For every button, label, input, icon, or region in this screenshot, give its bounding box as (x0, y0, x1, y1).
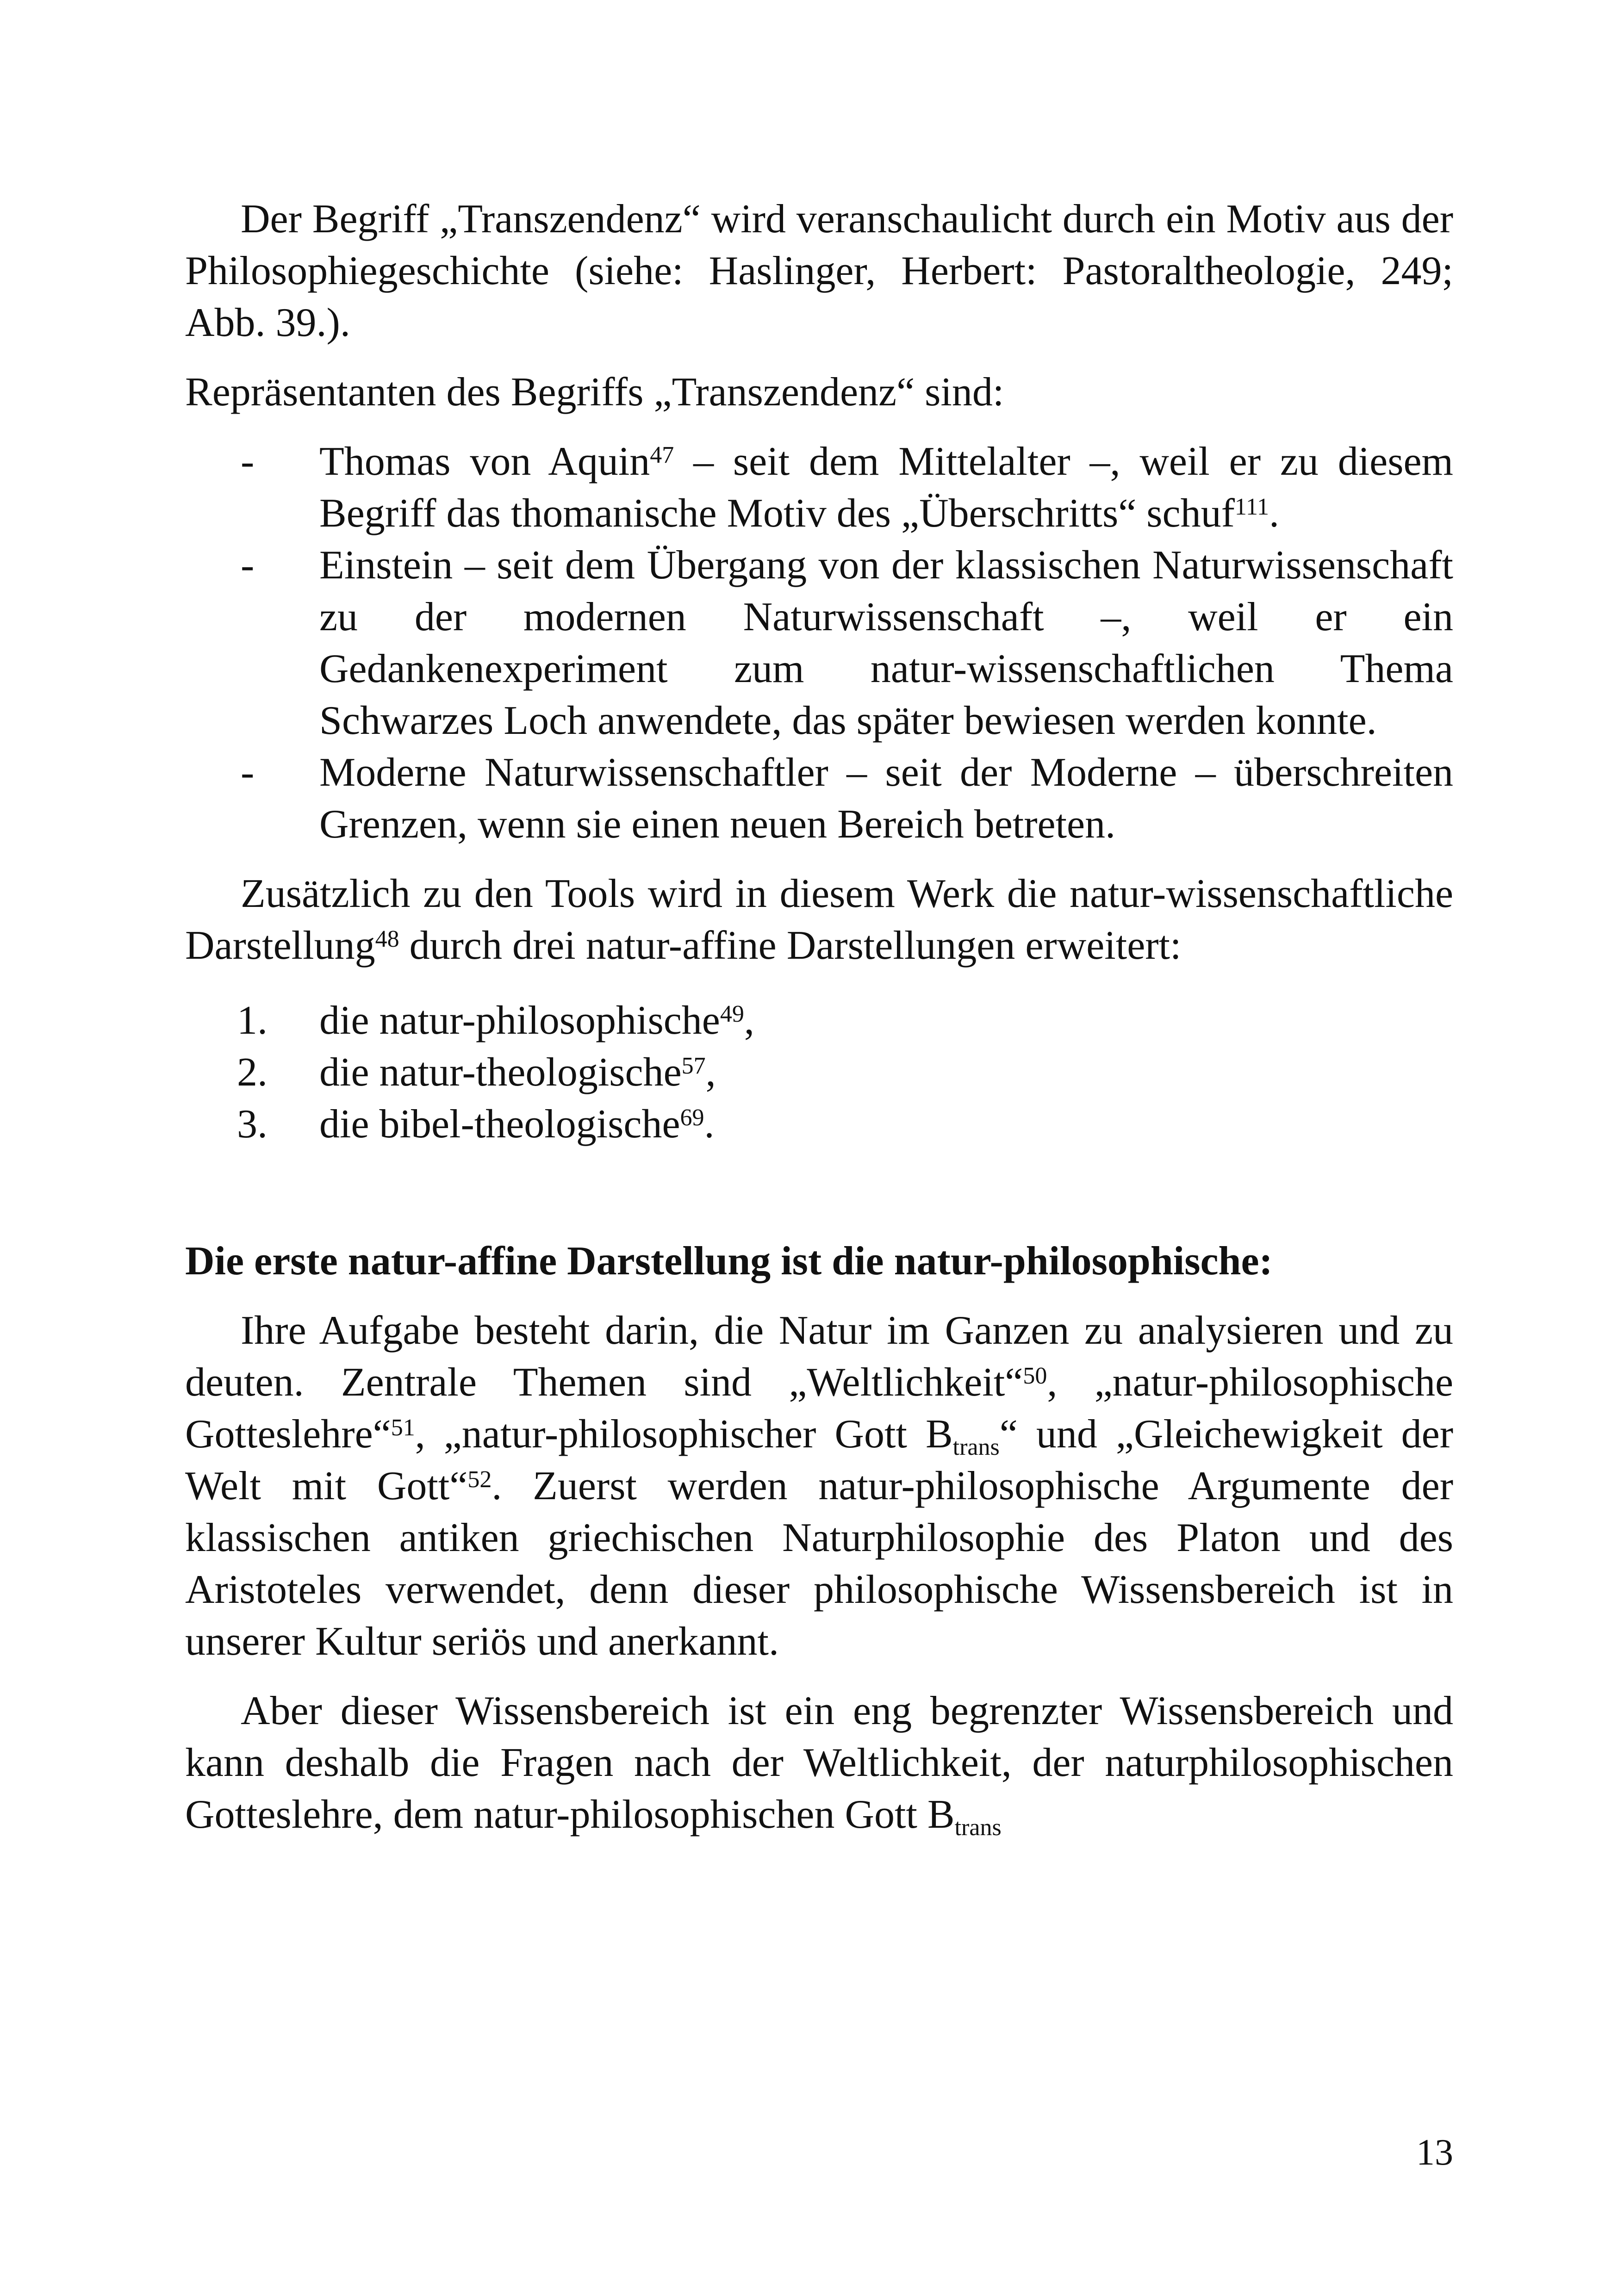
footnote-ref: 57 (681, 1053, 706, 1079)
section-paragraph: Aber dieser Wissensbereich ist ein eng begrenzter Wissensbereich und kann deshalb die Fragen nach der Weltlichkeit, der naturphilosophischen Gotteslehre, dem natur-philosophischen Gott $B_{trans}$ (185, 1688, 1453, 1841)
footnote-ref: 111 (1234, 494, 1270, 520)
section-paragraph: Ihre Aufgabe besteht darin, die Natur im Ganzen zu analysieren und zu deuten. Zentrale Themen sind „Weltlichkeit“$^{50}$, „natur-philosophische Gotteslehre“$^{51}$, „natur-philosophischer Gott $B_{trans}“$ und „Gleichewigkeit der Welt mit Gott“$^{52}$. Zuerst werden natur-philosophische Argumente der klassischen antiken griechischen Naturphilosophie des Platon und des Aristoteles verwendet, denn dieser philosophische Wissensbereich ist in unserer Kultur seriös und anerkannt. (185, 1308, 1454, 1664)
list-item: 3. die bibel-theologische$^{69}$. (185, 1098, 1453, 1150)
list-item: 2. die natur-theologische$^{57}$, (185, 1047, 1453, 1098)
list-marker: - (241, 750, 255, 795)
footnote-ref: 49 (720, 1001, 744, 1027)
footnote-ref: 47 (650, 442, 674, 468)
representatives-intro: Repräsentanten des Begriffs „Transzendenz“ sind: (185, 370, 1004, 415)
list-number: 1. (237, 998, 268, 1043)
subscript: trans (952, 1434, 1000, 1460)
footnote-ref: 69 (680, 1105, 704, 1131)
footnote-ref: 48 (375, 926, 399, 952)
section-heading: Die erste natur-affine Darstellung ist die natur-philosophische: (185, 1239, 1273, 1284)
footnote-ref: 51 (391, 1415, 415, 1441)
intro-paragraph: Der Begriff „Transzendenz“ wird veranschaulicht durch ein Motiv aus der Philosophiegeschichte (siehe: Haslinger, Herbert: Pastoraltheologie, 249; Abb. 39.). (185, 197, 1453, 345)
representatives-list (185, 436, 1453, 850)
list-marker: - (241, 543, 255, 588)
list-number: 2. (237, 1050, 268, 1095)
list-marker: - (241, 439, 255, 484)
list-item: - Moderne Naturwissenschaftler – seit der Moderne – überschreiten Grenzen, wenn sie einen neuen Bereich betreten. (185, 747, 1453, 850)
list-number: 3. (237, 1102, 268, 1147)
footnote-ref: 52 (467, 1466, 492, 1493)
numbered-list (185, 995, 1453, 1150)
page-number: 13 (1416, 2132, 1453, 2173)
list-item: - Thomas von Aquin$^{47}$ – seit dem Mittelalter –, weil er zu diesem Begriff das thomanische Motiv des „Überschritts“ schuf$^{111}$. (185, 436, 1453, 540)
extension-paragraph: Zusätzlich zu den Tools wird in diesem Werk die natur-wissenschaftliche Darstellung$^{48}$ durch drei natur-affine Darstellungen erweitert: (185, 871, 1453, 968)
list-item: 1. die natur-philosophische$^{49}$, (185, 995, 1453, 1047)
footnote-ref: 50 (1023, 1363, 1047, 1389)
list-item: - Einstein – seit dem Übergang von der klassischen Naturwissenschaft zu der modernen Naturwissenschaft –, weil er ein Gedankenexperiment zum natur-wissenschaftlichen Thema Schwarzes Loch anwendete, das später bewiesen werden konnte. (185, 540, 1453, 747)
subscript: trans (954, 1814, 1002, 1841)
page-body (185, 193, 1453, 1841)
